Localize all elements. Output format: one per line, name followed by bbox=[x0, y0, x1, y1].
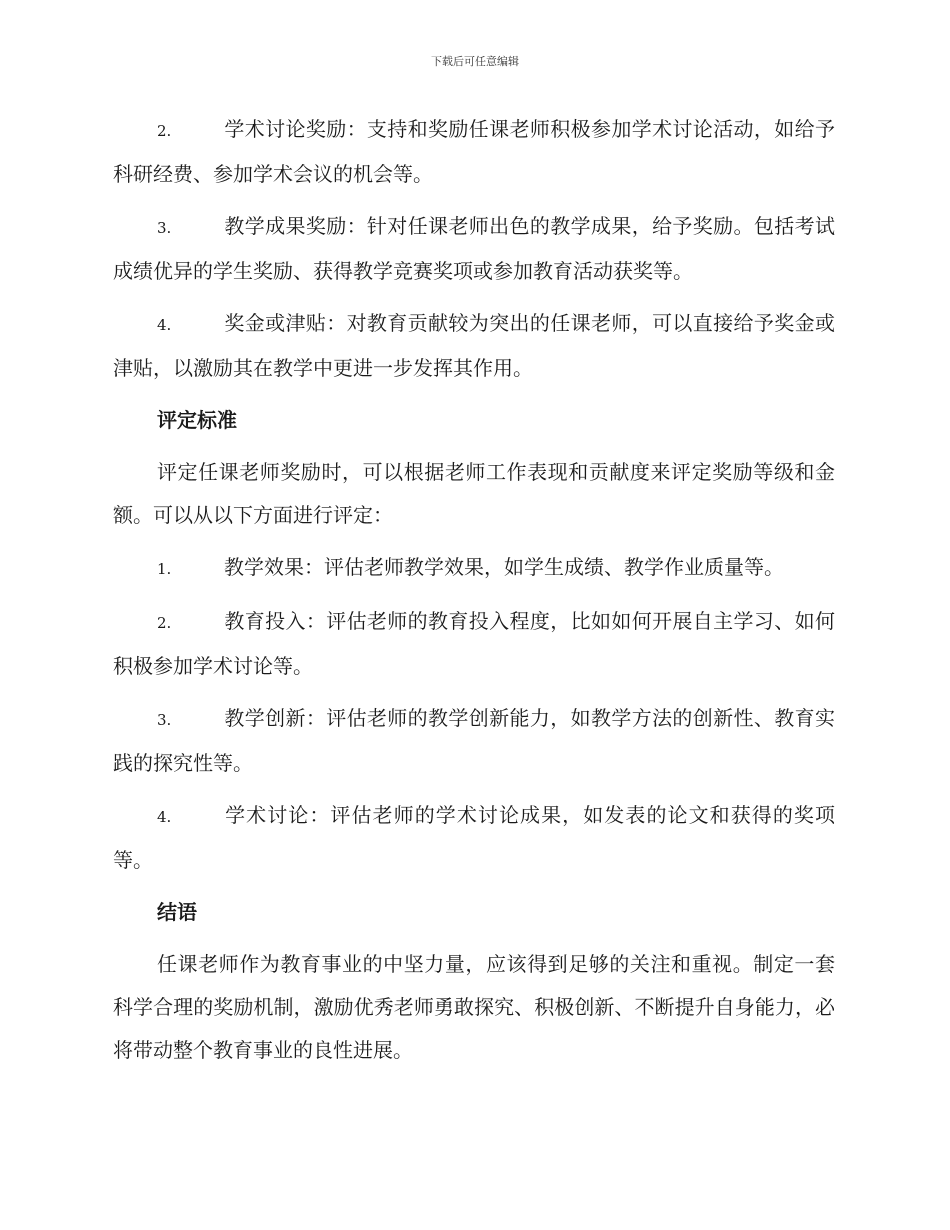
list-item bbox=[113, 546, 835, 591]
list-item-text: 奖金或津贴：对教育贡献较为突出的任课老师，可以直接给予奖金或津贴，以激励其在教学中更进一步发挥其作用。 bbox=[113, 311, 835, 380]
list-item bbox=[113, 108, 835, 196]
section-heading-criteria: 评定标准 bbox=[157, 408, 237, 432]
list-item-text: 学术讨论：评估老师的学术讨论成果，如发表的论文和获得的奖项等。 bbox=[113, 803, 835, 872]
list-item bbox=[113, 302, 835, 390]
page-header: 下载后可任意编辑 bbox=[431, 55, 519, 68]
list-item bbox=[113, 600, 835, 688]
list-item-text: 教学效果：评估老师教学效果，如学生成绩、教学作业质量等。 bbox=[224, 555, 784, 579]
list-item-number: 4. bbox=[157, 316, 172, 334]
list-item-text: 教学创新：评估老师的教学创新能力，如教学方法的创新性、教育实践的探究性等。 bbox=[113, 706, 835, 775]
list-item bbox=[113, 697, 835, 785]
list-item bbox=[113, 794, 835, 882]
list-item-number: 4. bbox=[157, 808, 172, 826]
document-body bbox=[113, 108, 835, 1081]
list-item-number: 3. bbox=[157, 219, 172, 237]
list-item-text: 教学成果奖励：针对任课老师出色的教学成果，给予奖励。包括考试成绩优异的学生奖励、获得教学竞赛奖项或参加教育活动获奖等。 bbox=[113, 214, 835, 283]
list-item-number: 3. bbox=[157, 711, 172, 729]
list-item-number: 2. bbox=[157, 614, 172, 632]
list-item-number: 1. bbox=[157, 560, 172, 578]
criteria-intro-paragraph: 评定任课老师奖励时，可以根据老师工作表现和贡献度来评定奖励等级和金额。可以从以下方面进行评定： bbox=[113, 460, 835, 527]
section-heading-conclusion: 结语 bbox=[157, 900, 197, 924]
list-item bbox=[113, 205, 835, 293]
conclusion-paragraph: 任课老师作为教育事业的中坚力量，应该得到足够的关注和重视。制定一套科学合理的奖励机制，激励优秀老师勇敢探究、积极创新、不断提升自身能力，必将带动整个教育事业的良性进展。 bbox=[113, 952, 835, 1062]
list-item-text: 教育投入：评估老师的教育投入程度，比如如何开展自主学习、如何积极参加学术讨论等。 bbox=[113, 609, 835, 678]
list-item-number: 2. bbox=[157, 122, 172, 140]
list-item-text: 学术讨论奖励：支持和奖励任课老师积极参加学术讨论活动，如给予科研经费、参加学术会议的机会等。 bbox=[113, 117, 835, 186]
